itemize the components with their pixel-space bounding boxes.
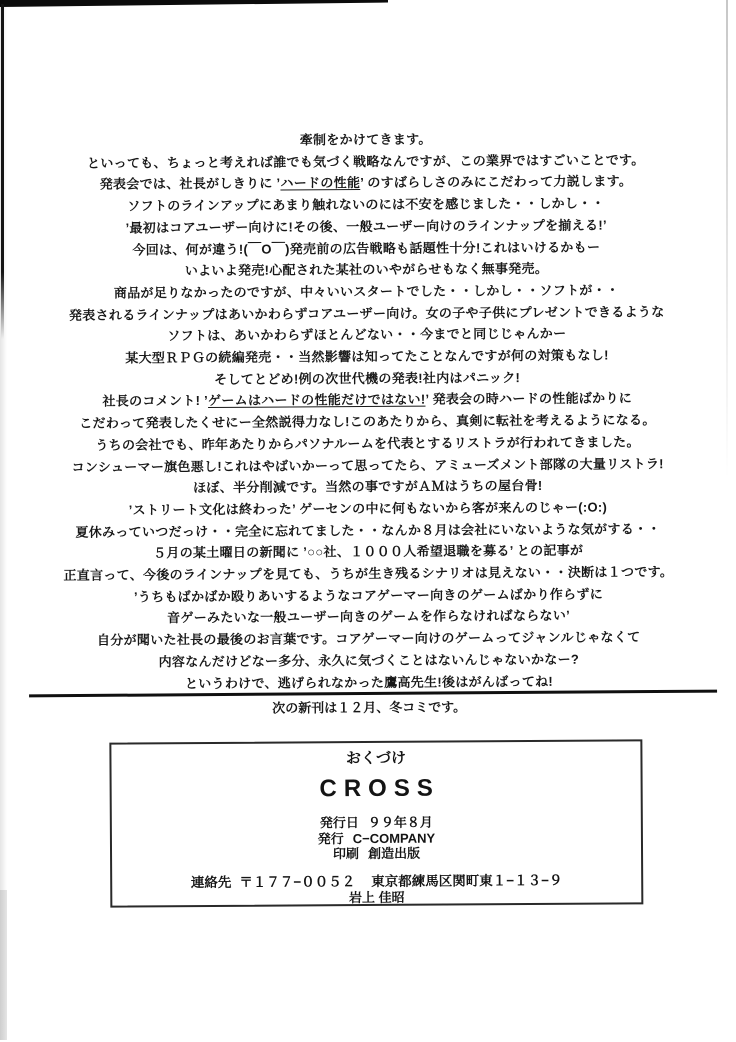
publication-label: 発行 — [318, 831, 344, 846]
line-segment: 牽制をかけてきます。 — [300, 132, 432, 148]
body-text — [58, 127, 677, 695]
postal-code: 〒１７７−００５２ — [239, 874, 355, 890]
line-segment: 某大型ＲＰＧの続編発売・・当然影響は知ってたことなんですが何の対策もなし! — [125, 348, 609, 366]
colophon-box — [109, 739, 643, 907]
line-segment: 社長のコメント! ’ — [102, 393, 208, 409]
line-segment: ’ストリート文化は終わった’ ゲーセンの中に何もないから客が来んのじゃー(:O:) — [129, 499, 608, 517]
line-segment: ５月の某土曜日の新聞に ’○○社、１０００人希望退職を募る’ との記事が — [153, 543, 583, 561]
text-line — [61, 626, 677, 651]
underlined-phrase: ゲームはハードの性能だけではない! — [208, 392, 426, 408]
underlined-phrase: ハードの性能 — [280, 175, 360, 190]
line-segment: 発表会では、社長がしきりに ’ — [100, 176, 281, 192]
publication-info — [112, 813, 641, 863]
author-name: 岩上 佳昭 — [112, 888, 641, 906]
publication-label: 印刷 — [333, 846, 359, 861]
line-segment: 自分が聞いた社長の最後のお言葉です。コアゲーマー向けのゲームってジャンルじゃなくて — [97, 630, 641, 648]
line-segment: ’うちもばかばか殴りあいするようなコアゲーマー向きのゲームばかり作らずに — [134, 586, 603, 604]
line-segment: コンシューマー旗色悪し!これはやばいかーって思ってたら、アミューズメント部隊の大量リストラ! — [72, 456, 664, 475]
line-segment: 夏休みっていつだっけ・・完全に忘れてました・・なんか８月は会社にいないような気がする・・ — [75, 521, 660, 540]
line-segment: そしてとどめ!例の次世代機の発表!社内はパニック! — [214, 370, 520, 387]
address: 東京都練馬区関町東１−１３−９ — [371, 872, 562, 888]
contact-label: 連絡先 — [191, 874, 232, 889]
line-segment: こだわって発表したくせにー全然説得力なし!このあたりから、真剣に転社を考えるようになる。 — [79, 412, 655, 431]
line-segment: ’ 発表会の時ハードの性能ばかりに — [425, 391, 632, 407]
text-line — [59, 431, 675, 456]
doujin-title: CROSS — [112, 774, 641, 803]
publication-row — [112, 844, 641, 863]
publication-value: C−COMPANY — [353, 830, 436, 846]
line-segment: ’ のすばらしさのみにこだわって力説します。 — [360, 174, 632, 191]
line-segment: 商品が足りなかったのですが、中々いいスタートでした・・しかし・・ソフトが・・ — [114, 282, 619, 300]
line-segment: ソフトのラインアップにあまり触れないのには不安を感じました・・しかし・・ — [127, 196, 605, 214]
line-segment: ほぼ、半分削減です。当然の事ですがＡＭはうちの屋台骨! — [193, 478, 542, 495]
text-line — [59, 344, 675, 369]
publication-label: 発行日 — [320, 815, 359, 830]
line-segment: ソフトは、あいかわらずほとんどない・・今までと同じじゃんかー — [167, 326, 566, 343]
line-segment: 内容なんだけどなー多分、永久に気づくことはないんじゃないかなー? — [159, 652, 580, 670]
line-segment: 音ゲーみたいな一般ユーザー向きのゲームを作らなければならない’ — [167, 608, 570, 625]
line-segment: 発表されるラインナップはあいかわらずコアユーザー向け。女の子や子供にプレゼントできるような — [69, 304, 665, 323]
line-segment: いよいよ発売!心配された某社のいやがらせもなく無事発売。 — [185, 261, 548, 278]
line-segment: ’最初はコアユーザー向けに!その後、一般ユーザー向けのラインナップを揃える!’ — [126, 217, 607, 235]
text-line — [58, 236, 674, 261]
text-line — [58, 214, 674, 239]
colophon-heading: おくづけ — [111, 749, 640, 767]
text-line — [60, 453, 676, 478]
line-segment: 今回は、何が違う!(￣O￣)発売前の広告戦略も話題性十分!これはいけるかもー — [132, 239, 600, 257]
line-segment: 正直言って、今後のラインナップを見ても、うちが生き残るシナリオは見えない・・決断は１つです。 — [63, 564, 673, 583]
text-line — [60, 518, 676, 543]
line-segment: というわけで、逃げられなかった鷹高先生!後はがんばってね! — [185, 673, 553, 690]
text-line — [60, 583, 676, 608]
text-line — [59, 301, 675, 326]
publication-value: ９９年８月 — [368, 815, 433, 830]
line-segment: といっても、ちょっと考えれば誰でも気づく戦略なんですが、この業界ではすごいことです。 — [87, 152, 645, 170]
line-segment: うちの会社でも、昨年あたりからパソナルームを代表とするリストラが行われてきました。 — [95, 434, 639, 452]
next-issue-note: 次の新刊は１２月、冬コミです。 — [1, 698, 736, 718]
publication-value: 創造出版 — [368, 846, 420, 861]
